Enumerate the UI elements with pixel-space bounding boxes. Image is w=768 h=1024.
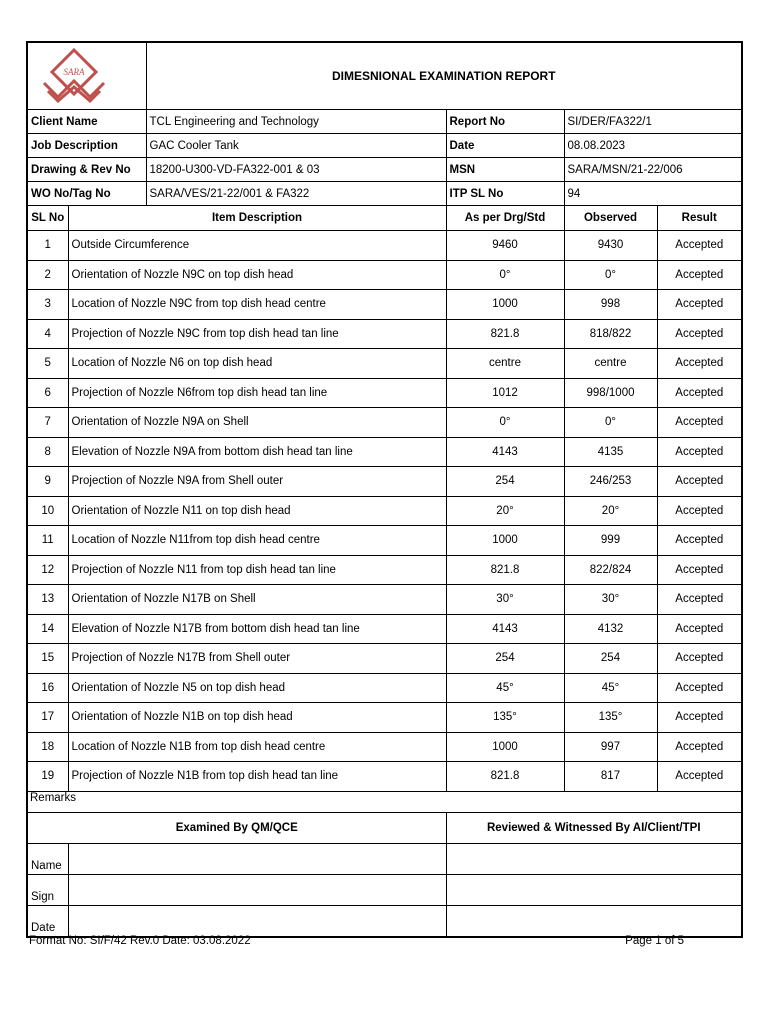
item-observed: 0° [564,260,657,290]
info-label: Job Description [27,134,146,158]
item-description: Projection of Nozzle N1B from top dish head tan line [68,762,446,792]
item-std: 45° [446,673,564,703]
item-result: Accepted [657,378,742,408]
item-sl: 11 [27,526,68,556]
info-label: WO No/Tag No [27,182,146,206]
table-row [27,378,742,408]
item-std: 821.8 [446,319,564,349]
item-observed: 0° [564,408,657,438]
info-row [27,158,742,182]
table-row [27,614,742,644]
report-table [26,41,743,938]
item-description: Location of Nozzle N9C from top dish head centre [68,290,446,320]
item-sl: 1 [27,231,68,261]
signature-row [27,905,742,937]
item-observed: 30° [564,585,657,615]
item-sl: 6 [27,378,68,408]
item-observed: 997 [564,732,657,762]
item-observed: 9430 [564,231,657,261]
item-observed: 818/822 [564,319,657,349]
info-label-2: Report No [446,110,564,134]
remarks-label: Remarks [27,791,742,812]
item-std: 135° [446,703,564,733]
item-sl: 14 [27,614,68,644]
item-observed: 45° [564,673,657,703]
examined-by-header: Examined By QM/QCE [27,812,446,843]
item-sl: 2 [27,260,68,290]
info-value: 18200-U300-VD-FA322-001 & 03 [146,158,446,182]
info-label: Client Name [27,110,146,134]
item-result: Accepted [657,762,742,792]
examined-signature-field [68,874,446,905]
item-sl: 16 [27,673,68,703]
reviewed-signature-field [446,843,742,874]
item-observed: 822/824 [564,555,657,585]
info-value-2: SI/DER/FA322/1 [564,110,742,134]
item-observed: 998/1000 [564,378,657,408]
info-label: Drawing & Rev No [27,158,146,182]
item-result: Accepted [657,555,742,585]
item-std: 1000 [446,290,564,320]
item-std: 20° [446,496,564,526]
item-description: Location of Nozzle N1B from top dish head centre [68,732,446,762]
signature-label: Date [27,905,68,937]
column-header-row [27,206,742,231]
item-description: Projection of Nozzle N9C from top dish head tan line [68,319,446,349]
item-observed: 20° [564,496,657,526]
item-description: Location of Nozzle N6 on top dish head [68,349,446,379]
table-row [27,319,742,349]
item-sl: 13 [27,585,68,615]
item-sl: 8 [27,437,68,467]
item-result: Accepted [657,231,742,261]
report-title: DIMESNIONAL EXAMINATION REPORT [146,42,742,110]
reviewed-by-header: Reviewed & Witnessed By AI/Client/TPI [446,812,742,843]
item-result: Accepted [657,437,742,467]
examined-signature-field [68,905,446,937]
logo-text: SARA [63,67,85,77]
item-description: Orientation of Nozzle N1B on top dish head [68,703,446,733]
item-sl: 5 [27,349,68,379]
item-result: Accepted [657,496,742,526]
item-std: 1000 [446,526,564,556]
item-std: 0° [446,260,564,290]
item-description: Projection of Nozzle N9A from Shell outer [68,467,446,497]
item-result: Accepted [657,526,742,556]
item-std: 254 [446,644,564,674]
item-result: Accepted [657,732,742,762]
item-result: Accepted [657,673,742,703]
item-observed: 999 [564,526,657,556]
table-row [27,526,742,556]
item-description: Elevation of Nozzle N9A from bottom dish head tan line [68,437,446,467]
table-row [27,555,742,585]
item-description: Orientation of Nozzle N9C on top dish head [68,260,446,290]
info-row [27,110,742,134]
item-result: Accepted [657,703,742,733]
item-description: Projection of Nozzle N6from top dish head tan line [68,378,446,408]
logo-cell [27,42,146,110]
info-value-2: SARA/MSN/21-22/006 [564,158,742,182]
item-result: Accepted [657,260,742,290]
item-sl: 12 [27,555,68,585]
item-sl: 10 [27,496,68,526]
report-sheet [26,41,741,938]
col-header-sl: SL No [27,206,68,231]
table-row [27,467,742,497]
item-sl: 3 [27,290,68,320]
item-std: 0° [446,408,564,438]
item-std: 254 [446,467,564,497]
item-result: Accepted [657,614,742,644]
item-description: Projection of Nozzle N11 from top dish head tan line [68,555,446,585]
item-description: Outside Circumference [68,231,446,261]
item-std: 821.8 [446,762,564,792]
item-description: Elevation of Nozzle N17B from bottom dish head tan line [68,614,446,644]
table-row [27,644,742,674]
reviewed-signature-field [446,905,742,937]
sara-logo-icon [38,47,110,107]
info-value: SARA/VES/21-22/001 & FA322 [146,182,446,206]
info-value: TCL Engineering and Technology [146,110,446,134]
item-observed: 135° [564,703,657,733]
col-header-result: Result [657,206,742,231]
item-description: Location of Nozzle N11from top dish head centre [68,526,446,556]
signature-row [27,874,742,905]
examined-signature-field [68,843,446,874]
table-row [27,673,742,703]
item-observed: 254 [564,644,657,674]
item-std: 4143 [446,614,564,644]
item-description: Orientation of Nozzle N9A on Shell [68,408,446,438]
table-row [27,408,742,438]
info-label-2: MSN [446,158,564,182]
reviewed-signature-field [446,874,742,905]
signature-label: Sign [27,874,68,905]
signature-row [27,843,742,874]
item-std: 1012 [446,378,564,408]
table-row [27,231,742,261]
signature-label: Name [27,843,68,874]
page-number: Page 1 of 5 [625,935,684,947]
table-row [27,290,742,320]
item-sl: 17 [27,703,68,733]
info-label-2: ITP SL No [446,182,564,206]
item-observed: centre [564,349,657,379]
title-row [27,42,742,110]
info-value: GAC Cooler Tank [146,134,446,158]
table-row [27,585,742,615]
item-result: Accepted [657,349,742,379]
signature-header-row [27,812,742,843]
format-number: Format No: SI/F/42 Rev.0 Date: 03.08.2022 [29,935,251,947]
item-result: Accepted [657,319,742,349]
info-value-2: 08.08.2023 [564,134,742,158]
info-row [27,134,742,158]
item-observed: 998 [564,290,657,320]
item-description: Orientation of Nozzle N5 on top dish head [68,673,446,703]
item-std: centre [446,349,564,379]
item-result: Accepted [657,290,742,320]
item-description: Projection of Nozzle N17B from Shell outer [68,644,446,674]
col-header-observed: Observed [564,206,657,231]
item-description: Orientation of Nozzle N17B on Shell [68,585,446,615]
item-result: Accepted [657,467,742,497]
info-label-2: Date [446,134,564,158]
item-sl: 4 [27,319,68,349]
footer [29,935,684,947]
col-header-std: As per Drg/Std [446,206,564,231]
item-std: 1000 [446,732,564,762]
item-std: 30° [446,585,564,615]
info-value-2: 94 [564,182,742,206]
table-row [27,349,742,379]
item-result: Accepted [657,408,742,438]
col-header-desc: Item Description [68,206,446,231]
item-sl: 7 [27,408,68,438]
item-std: 9460 [446,231,564,261]
table-row [27,437,742,467]
table-row [27,260,742,290]
table-row [27,703,742,733]
remarks-row [27,791,742,812]
table-row [27,762,742,792]
table-row [27,496,742,526]
item-result: Accepted [657,644,742,674]
item-sl: 19 [27,762,68,792]
item-observed: 4135 [564,437,657,467]
info-row [27,182,742,206]
item-std: 4143 [446,437,564,467]
item-description: Orientation of Nozzle N11 on top dish head [68,496,446,526]
item-observed: 246/253 [564,467,657,497]
item-observed: 817 [564,762,657,792]
item-result: Accepted [657,585,742,615]
item-sl: 18 [27,732,68,762]
item-std: 821.8 [446,555,564,585]
table-row [27,732,742,762]
item-sl: 15 [27,644,68,674]
item-sl: 9 [27,467,68,497]
item-observed: 4132 [564,614,657,644]
